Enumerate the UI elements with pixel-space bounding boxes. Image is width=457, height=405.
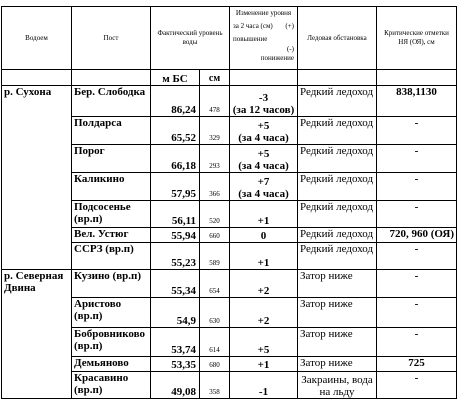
ice-cell: Редкий ледоход [298, 243, 377, 270]
ice-cell: Редкий ледоход [298, 201, 377, 228]
change-note: (за 4 часа) [238, 132, 289, 144]
level-mbs-cell: 53,35 [151, 357, 200, 372]
header-row [2, 7, 457, 70]
level-cm-cell: 329 [200, 117, 230, 145]
post-cell: Бобровниково (вр.п) [72, 328, 151, 357]
critical-cell: 725 [377, 357, 457, 372]
level-mbs-cell: 57,95 [151, 173, 200, 201]
ice-cell: Редкий ледоход [298, 173, 377, 201]
post-cell: Кузино (вр.п) [72, 270, 151, 298]
header-change [230, 7, 298, 70]
change-note: (за 4 часа) [238, 188, 289, 200]
critical-cell: - [377, 270, 457, 298]
ice-cell: Затор ниже [298, 270, 377, 298]
post-cell: Вел. Устюг [72, 228, 151, 243]
header-change-plus: (+) [285, 22, 294, 30]
level-cm-cell: 358 [200, 372, 230, 399]
critical-cell: 838,1130 [377, 86, 457, 117]
ice-cell: Затор ниже [298, 328, 377, 357]
critical-cell: - [377, 372, 457, 399]
level-cm-cell: 614 [200, 328, 230, 357]
critical-cell: - [377, 328, 457, 357]
water-body-cell: р. Сухона [2, 86, 72, 270]
header-change-fall: понижение [260, 54, 294, 62]
level-cm-cell: 293 [200, 145, 230, 173]
change-cell: +1 [230, 243, 298, 270]
header-actual-level: Фактический уровень воды [151, 7, 230, 70]
change-cell: +1 [230, 201, 298, 228]
change-value: -3 [258, 92, 269, 104]
level-mbs-cell: 55,23 [151, 243, 200, 270]
level-cm-cell: 660 [200, 228, 230, 243]
critical-cell: - [377, 173, 457, 201]
header-critical: Критические отметки НЯ (ОЯ), см [377, 7, 457, 70]
ice-cell: Закраины, вода на льду [298, 372, 377, 399]
critical-cell: - [377, 298, 457, 328]
header-change-title: Изменение уровня [235, 9, 292, 17]
change-value: +5 [257, 148, 270, 160]
critical-cell: - [377, 117, 457, 145]
level-mbs-cell: 65,52 [151, 117, 200, 145]
change-cell [230, 173, 298, 201]
change-cell: +1 [230, 357, 298, 372]
ice-cell: Затор ниже [298, 357, 377, 372]
change-cell: +2 [230, 298, 298, 328]
change-cell: -1 [230, 372, 298, 399]
change-cell [230, 117, 298, 145]
table-row [2, 270, 457, 298]
post-cell: ССРЗ (вр.п) [72, 243, 151, 270]
ice-cell: Редкий ледоход [298, 228, 377, 243]
unit-cm: см [200, 70, 230, 86]
level-mbs-cell: 56,11 [151, 201, 200, 228]
post-cell: Аристово (вр.п) [72, 298, 151, 328]
level-cm-cell: 680 [200, 357, 230, 372]
change-cell: 0 [230, 228, 298, 243]
level-cm-cell: 654 [200, 270, 230, 298]
post-cell: Подсосенье (вр.п) [72, 201, 151, 228]
ice-cell: Редкий ледоход [298, 86, 377, 117]
table-row [2, 86, 457, 117]
change-value: +7 [257, 176, 270, 188]
header-water-body: Водоем [2, 7, 72, 70]
critical-cell: - [377, 145, 457, 173]
level-cm-cell: 520 [200, 201, 230, 228]
unit-mbs: м БС [151, 70, 200, 86]
change-cell: +5 [230, 328, 298, 357]
critical-cell: - [377, 201, 457, 228]
header-change-period: за 2 часа (см) [233, 22, 273, 30]
level-cm-cell: 366 [200, 173, 230, 201]
level-mbs-cell: 66,18 [151, 145, 200, 173]
header-change-rise: повышение [233, 35, 268, 43]
post-cell: Демьяново [72, 357, 151, 372]
level-cm-cell: 630 [200, 298, 230, 328]
change-note: (за 4 часа) [238, 160, 289, 172]
header-change-minus: (-) [287, 45, 294, 53]
post-cell: Красавино (вр.п) [72, 372, 151, 399]
change-value: +5 [257, 120, 270, 132]
water-body-cell: р. Северная Двина [2, 270, 72, 399]
level-cm-cell: 589 [200, 243, 230, 270]
header-post: Пост [72, 7, 151, 70]
header-ice: Ледовая обстановка [298, 7, 377, 70]
level-mbs-cell: 86,24 [151, 86, 200, 117]
level-mbs-cell: 49,08 [151, 372, 200, 399]
level-cm-cell: 478 [200, 86, 230, 117]
change-note: (за 12 часов) [232, 104, 295, 116]
ice-cell: Затор ниже [298, 298, 377, 328]
level-mbs-cell: 54,9 [151, 298, 200, 328]
water-level-table [1, 6, 457, 399]
ice-cell: Редкий ледоход [298, 145, 377, 173]
ice-cell: Редкий ледоход [298, 117, 377, 145]
change-cell [230, 145, 298, 173]
level-mbs-cell: 55,34 [151, 270, 200, 298]
post-cell: Порог [72, 145, 151, 173]
level-mbs-cell: 55,94 [151, 228, 200, 243]
critical-cell: 720, 960 (ОЯ) [377, 228, 457, 243]
post-cell: Каликино [72, 173, 151, 201]
level-mbs-cell: 53,74 [151, 328, 200, 357]
post-cell: Бер. Слободка [72, 86, 151, 117]
critical-cell: - [377, 243, 457, 270]
post-cell: Полдарса [72, 117, 151, 145]
units-row [2, 70, 457, 86]
change-cell: +2 [230, 270, 298, 298]
change-cell [230, 86, 298, 117]
